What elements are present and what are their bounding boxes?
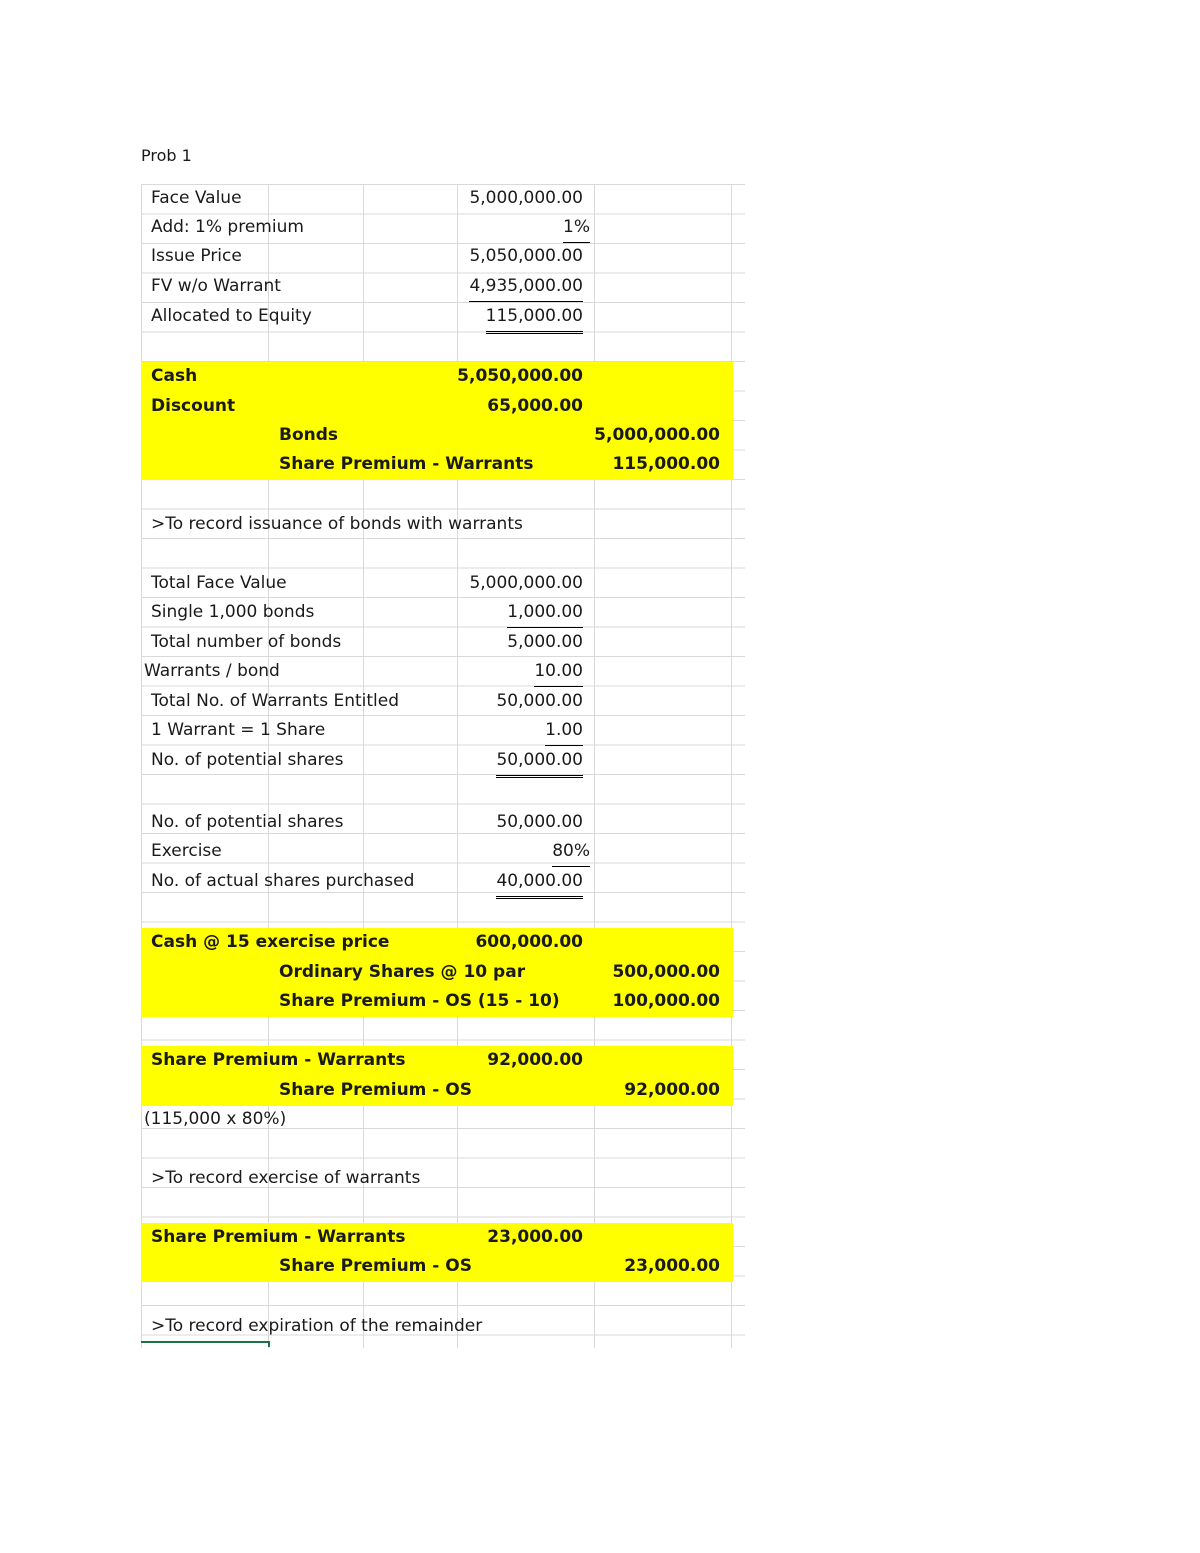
journal-row[interactable] xyxy=(141,1252,745,1281)
page-title: Prob 1 xyxy=(141,146,192,165)
highlight xyxy=(141,362,733,392)
journal-row[interactable] xyxy=(141,1223,745,1252)
table-row[interactable] xyxy=(141,837,745,866)
journal-row[interactable] xyxy=(141,362,745,391)
memo-issuance: >To record issuance of bonds with warrants xyxy=(151,514,523,534)
journal-row[interactable] xyxy=(141,421,745,450)
discount-label: Discount xyxy=(151,396,236,416)
sp-os-expire-label: Share Premium - OS xyxy=(279,1256,472,1276)
sp-os-label: Share Premium - OS (15 - 10) xyxy=(279,991,560,1011)
table-row[interactable] xyxy=(141,184,745,213)
sp-warrants-expire-label: Share Premium - Warrants xyxy=(151,1227,406,1247)
entitled: 50,000.00 xyxy=(496,691,583,711)
table-row[interactable] xyxy=(141,867,745,896)
table-row[interactable] xyxy=(141,569,745,598)
premium-label: Add: 1% premium xyxy=(151,217,304,237)
premium-value: 1% xyxy=(563,213,590,243)
table-row[interactable] xyxy=(141,716,745,745)
table-row[interactable] xyxy=(141,657,745,686)
table-row[interactable] xyxy=(141,302,745,331)
face-value-label: Face Value xyxy=(151,188,242,208)
table-row[interactable] xyxy=(141,1312,745,1341)
exercise-rate: 80% xyxy=(552,837,590,867)
issue-price-label: Issue Price xyxy=(151,246,242,266)
num-bonds: 5,000.00 xyxy=(507,632,583,652)
entitled-label: Total No. of Warrants Entitled xyxy=(151,691,400,711)
sp-os-credit: 100,000.00 xyxy=(612,991,720,1011)
table-row[interactable] xyxy=(141,746,745,775)
per-bond-label: Warrants / bond xyxy=(144,661,280,681)
journal-row[interactable] xyxy=(141,928,745,957)
journal-row[interactable] xyxy=(141,450,745,479)
exercise-potential-label: No. of potential shares xyxy=(151,812,344,832)
ratio-label: 1 Warrant = 1 Share xyxy=(151,720,326,740)
table-row[interactable] xyxy=(141,628,745,657)
table-row[interactable] xyxy=(141,510,745,539)
potential: 50,000.00 xyxy=(496,746,583,778)
total-face: 5,000,000.00 xyxy=(469,573,583,593)
table-row[interactable] xyxy=(141,687,745,716)
table-row[interactable] xyxy=(141,242,745,271)
issue-price: 5,050,000.00 xyxy=(469,246,583,266)
journal-row[interactable] xyxy=(141,987,745,1016)
journal-row[interactable] xyxy=(141,1076,745,1105)
single-bond-label: Single 1,000 bonds xyxy=(151,602,315,622)
table-row[interactable] xyxy=(141,598,745,627)
journal-row[interactable] xyxy=(141,392,745,421)
single-bond: 1,000.00 xyxy=(507,598,583,628)
journal-row[interactable] xyxy=(141,958,745,987)
num-bonds-label: Total number of bonds xyxy=(151,632,342,652)
exercise-label: Exercise xyxy=(151,841,222,861)
exercise-potential: 50,000.00 xyxy=(496,812,583,832)
sp-warrants-expire-debit: 23,000.00 xyxy=(487,1227,583,1247)
per-bond: 10.00 xyxy=(534,657,583,687)
journal-row[interactable] xyxy=(141,1046,745,1075)
allocated-equity: 115,000.00 xyxy=(486,302,583,334)
bonds-label: Bonds xyxy=(279,425,339,445)
spreadsheet xyxy=(141,184,745,1348)
ratio: 1.00 xyxy=(545,716,583,746)
sp-warrants-credit: 115,000.00 xyxy=(612,454,720,474)
sp-warrants-label: Share Premium - Warrants xyxy=(279,454,534,474)
table-row[interactable] xyxy=(141,213,745,242)
sp-os-credit-label: Share Premium - OS xyxy=(279,1080,472,1100)
fv-wo-warrant: 4,935,000.00 xyxy=(469,272,583,302)
table-row[interactable] xyxy=(141,808,745,837)
cash-label: Cash xyxy=(151,366,198,386)
actual-shares: 40,000.00 xyxy=(496,867,583,899)
face-value: 5,000,000.00 xyxy=(469,188,583,208)
cash-debit: 5,050,000.00 xyxy=(457,366,583,386)
active-cell-cursor[interactable] xyxy=(141,1341,270,1347)
sp-warrants-debit-label: Share Premium - Warrants xyxy=(151,1050,406,1070)
cash-exercise-label: Cash @ 15 exercise price xyxy=(151,932,390,952)
sp-os-expire-credit: 23,000.00 xyxy=(624,1256,720,1276)
table-row[interactable] xyxy=(141,272,745,301)
fv-wo-warrant-label: FV w/o Warrant xyxy=(151,276,281,296)
calc-note: (115,000 x 80%) xyxy=(144,1109,287,1129)
cash-exercise-debit: 600,000.00 xyxy=(475,932,583,952)
discount-debit: 65,000.00 xyxy=(487,396,583,416)
table-row[interactable] xyxy=(141,1105,745,1134)
memo-exercise: >To record exercise of warrants xyxy=(151,1168,421,1188)
actual-shares-label: No. of actual shares purchased xyxy=(151,871,415,891)
sp-warrants-debit: 92,000.00 xyxy=(487,1050,583,1070)
ordinary-shares-label: Ordinary Shares @ 10 par xyxy=(279,962,526,982)
bonds-credit: 5,000,000.00 xyxy=(594,425,720,445)
ordinary-shares-credit: 500,000.00 xyxy=(612,962,720,982)
allocated-equity-label: Allocated to Equity xyxy=(151,306,312,326)
sp-os-credit-value: 92,000.00 xyxy=(624,1080,720,1100)
memo-expiration: >To record expiration of the remainder xyxy=(151,1316,483,1336)
table-row[interactable] xyxy=(141,1164,745,1193)
potential-label: No. of potential shares xyxy=(151,750,344,770)
total-face-label: Total Face Value xyxy=(151,573,287,593)
